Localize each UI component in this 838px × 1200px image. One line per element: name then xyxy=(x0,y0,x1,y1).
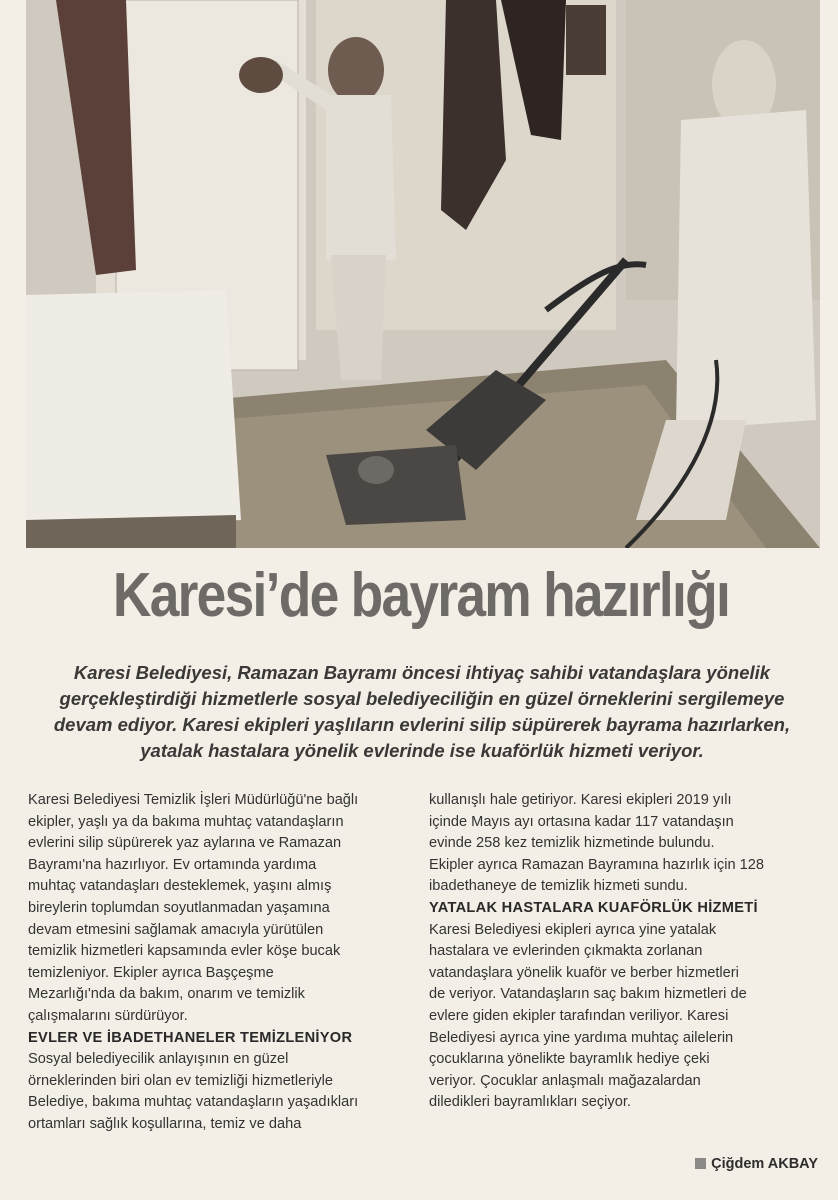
article-photo xyxy=(26,0,820,548)
body-line: diledikleri bayramlıkları seçiyor. xyxy=(429,1094,631,1111)
body-line: Karesi Belediyesi ekipleri ayrıca yine yatalak xyxy=(429,921,717,938)
body-line: çocuklarına yönelikte bayramlık hediye çeki xyxy=(429,1051,710,1068)
section-subhead: EVLER VE İBADETHANELER TEMİZLENİYOR xyxy=(28,1029,353,1046)
body-line: de veriyor. Vatandaşların saç bakım hizmetleri de xyxy=(429,986,747,1003)
body-line: çalışmalarını sürdürüyor. xyxy=(28,1007,188,1024)
byline-square-icon xyxy=(695,1158,706,1169)
body-line: bireylerin toplumdan soyutlanmadan yaşamına xyxy=(28,899,330,916)
body-line: kullanışlı hale getiriyor. Karesi ekipleri 2019 yılı xyxy=(429,792,732,808)
body-line: içinde Mayıs ayı ortasına kadar 117 vatandaşın xyxy=(429,813,734,830)
section-subhead: YATALAK HASTALARA KUAFÖRLÜK HİZMETİ xyxy=(429,899,758,916)
body-line: ortamları sağlık koşullarına, temiz ve daha xyxy=(28,1115,302,1132)
body-column-right xyxy=(429,790,821,1114)
body-line: hastalara ve evlerinden çıkmakta zorlanan xyxy=(429,943,703,960)
body-line: evlere giden ekipler tarafından veriliyor. Karesi xyxy=(429,1007,729,1024)
lead-line: yatalak hastalara yönelik evlerinde ise kuaförlük hizmeti veriyor. xyxy=(140,740,704,761)
lead-line: Karesi Belediyesi, Ramazan Bayramı öncesi ihtiyaç sahibi vatandaşlara yönelik xyxy=(73,662,771,683)
body-line: Sosyal belediyecilik anlayışının en güzel xyxy=(28,1051,289,1068)
body-line: evlerini silip süpürerek yaz aylarına ve Ramazan xyxy=(28,835,342,852)
lead-line: devam ediyor. Karesi ekipleri yaşlıların evlerini silip süpürerek bayrama hazırlarken, xyxy=(53,714,791,735)
body-line: muhtaç vatandaşları desteklemek, yaşını almış xyxy=(28,878,332,895)
body-line: devam etmesini sağlamak amacıyla yürütülen xyxy=(28,921,324,938)
body-line: ekipler, yaşlı ya da bakıma muhtaç vatandaşların xyxy=(28,813,344,830)
body-line: Bayramı'na hazırlıyor. Ev ortamında yardıma xyxy=(28,856,317,873)
body-line: Ekipler ayrıca Ramazan Bayramına hazırlık için 128 xyxy=(429,856,764,873)
lead-line: gerçekleştirdiği hizmetlerle sosyal belediyeciliğin en güzel örneklerini sergilemeye xyxy=(59,688,785,709)
body-line: temizlik hizmetleri kapsamında evler köşe bucak xyxy=(28,943,341,960)
body-line: Karesi Belediyesi Temizlik İşleri Müdürlüğü'ne bağlı xyxy=(28,792,359,808)
body-column-left xyxy=(28,790,420,1136)
author-byline xyxy=(695,1156,818,1172)
body-line: ibadethaneye de temizlik hizmeti sundu. xyxy=(429,878,688,895)
body-line: Belediye, bakıma muhtaç vatandaşların yaşadıkları xyxy=(28,1094,359,1111)
body-line: evinde 258 kez temizlik hizmetinde bulundu. xyxy=(429,835,715,852)
body-line: Belediyesi ayrıca yine yardıma muhtaç ailelerin xyxy=(429,1029,734,1046)
body-line: veriyor. Çocuklar anlaşmalı mağazalardan xyxy=(429,1072,701,1089)
cleaning-photo-illustration xyxy=(26,0,820,548)
article-lead xyxy=(30,660,814,764)
body-line: Mezarlığı'nda da bakım, onarım ve temizlik xyxy=(28,986,305,1003)
body-line: örneklerinden biri olan ev temizliği hizmetleriyle xyxy=(28,1072,333,1089)
body-line: temizleniyor. Ekipler ayrıca Başçeşme xyxy=(28,964,274,981)
article-headline: Karesi’de bayram hazırlığı xyxy=(112,561,730,630)
body-line: vatandaşlara yönelik kuaför ve berber hizmetleri xyxy=(429,964,739,981)
author-name: Çiğdem AKBAY xyxy=(711,1156,818,1172)
